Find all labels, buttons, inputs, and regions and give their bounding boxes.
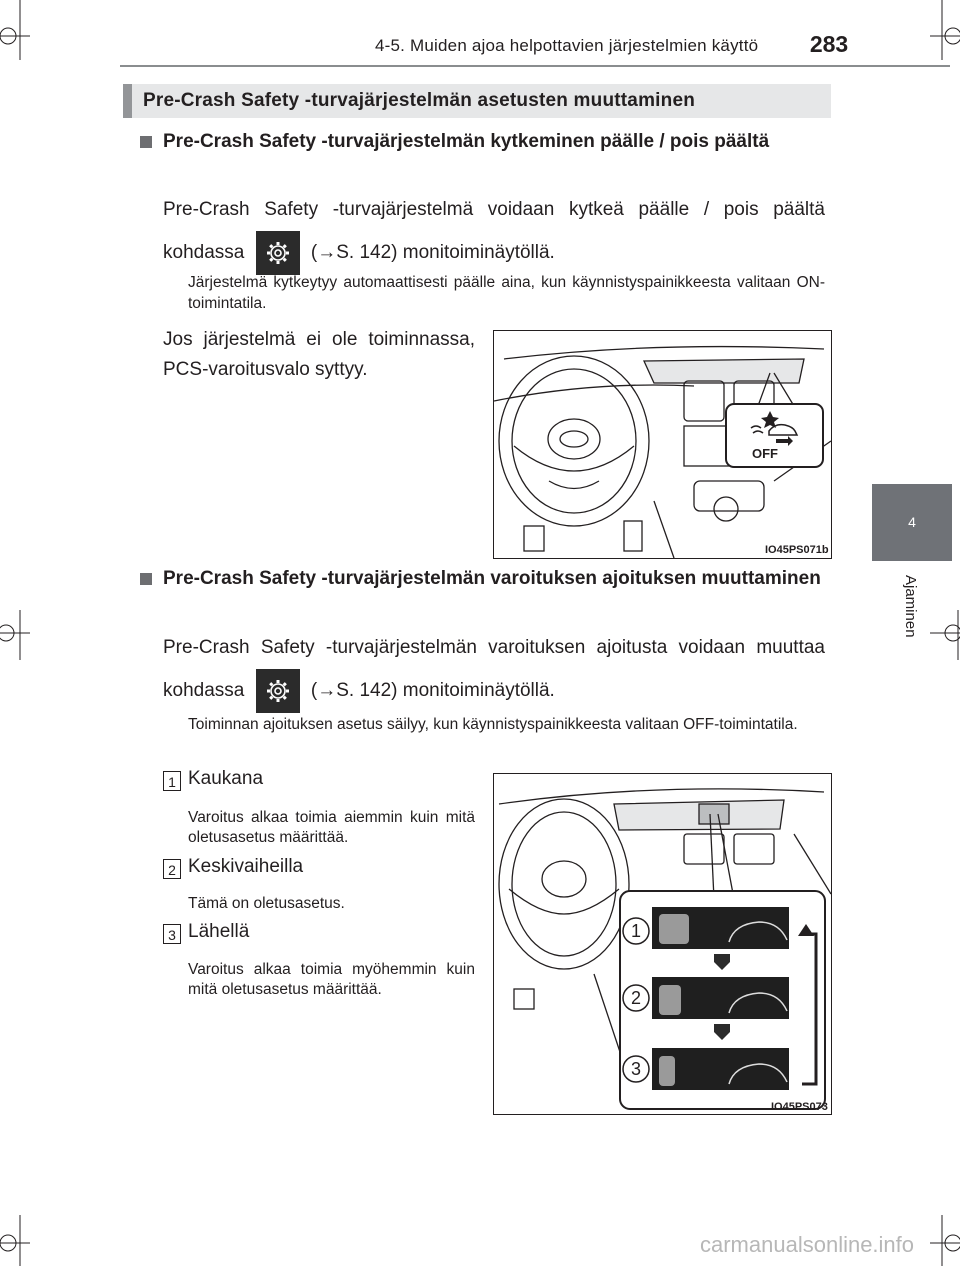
item-number: 2	[163, 859, 181, 879]
callout-3: 3	[630, 1059, 642, 1079]
subheading-timing-text: Pre-Crash Safety -turvajärjestelmän varoituksen ajoituksen muuttaminen	[163, 568, 821, 589]
settings-gear-icon	[256, 231, 300, 275]
section-title: Pre-Crash Safety -turvajärjestelmän asetusten muuttaminen	[143, 90, 696, 111]
section-accent	[123, 84, 132, 118]
settings-gear-icon	[256, 669, 300, 713]
figure-code: IO45PS073	[771, 1101, 828, 1113]
item-title: Kaukana	[188, 768, 264, 789]
subheading-timing	[140, 564, 830, 624]
callout-2: 2	[630, 988, 642, 1008]
section-title-bar	[123, 84, 831, 118]
toggle-note: Järjestelmä kytkeytyy automaattisesti päälle aina, kun käynnistyspainikkeesta valitaan ON-toimintatila.	[188, 274, 825, 312]
square-bullet-icon	[140, 573, 152, 585]
square-bullet-icon	[140, 136, 152, 148]
item-desc: Varoitus alkaa toimia myöhemmin kuin mitä oletusasetus määrittää.	[188, 961, 475, 998]
figure-code: IO45PS071b	[765, 544, 829, 556]
item-desc: Varoitus alkaa toimia aiemmin kuin mitä oletusasetus määrittää.	[188, 809, 475, 846]
dashboard-illustration	[494, 331, 831, 558]
chapter-tab: 4	[872, 484, 952, 561]
chapter-tab-label: Ajaminen	[902, 575, 919, 638]
timing-body-text	[163, 626, 825, 713]
figure-dashboard-pcs-off	[493, 330, 832, 559]
toggle-body-text	[163, 188, 825, 275]
header-rule	[120, 65, 950, 67]
callout-1: 1	[630, 921, 642, 941]
chapter-title: 4-5. Muiden ajoa helpottavien järjestelmien käyttö	[375, 36, 759, 55]
item-desc: Tämä on oletusasetus.	[188, 895, 345, 912]
gear-icon	[256, 231, 300, 275]
subheading-toggle	[140, 127, 830, 187]
timing-body-after: (→S. 142) monitoiminäytöllä.	[310, 680, 555, 702]
timing-note: Toiminnan ajoituksen asetus säilyy, kun käynnistyspainikkeesta valitaan OFF-toimintatila.	[188, 716, 798, 733]
pcs-warning-text: Jos järjestelmä ei ole toiminnassa, PCS-varoitusvalo syttyy.	[163, 329, 475, 380]
timing-illustration	[494, 774, 831, 1114]
item-title: Lähellä	[188, 921, 250, 942]
item-number: 1	[163, 771, 181, 791]
watermark: carmanualsonline.info	[700, 1232, 915, 1257]
page-number: 283	[809, 31, 849, 57]
toggle-body-before: Pre-Crash Safety -turvajärjestelmä voidaan kytkeä päälle / pois päältä kohdassa	[163, 199, 825, 264]
toggle-body-after: (→S. 142) monitoiminäytöllä.	[310, 242, 555, 264]
subheading-toggle-text: Pre-Crash Safety -turvajärjestelmän kytkeminen päälle / pois päältä	[163, 131, 770, 152]
timing-body-before: Pre-Crash Safety -turvajärjestelmän varoituksen ajoitusta voidaan muuttaa kohdassa	[163, 637, 825, 702]
figure-warning-timing	[493, 773, 832, 1115]
item-number: 3	[163, 924, 181, 944]
item-title: Keskivaiheilla	[188, 856, 304, 877]
gear-icon	[256, 669, 300, 713]
off-indicator-label: OFF	[752, 446, 778, 461]
